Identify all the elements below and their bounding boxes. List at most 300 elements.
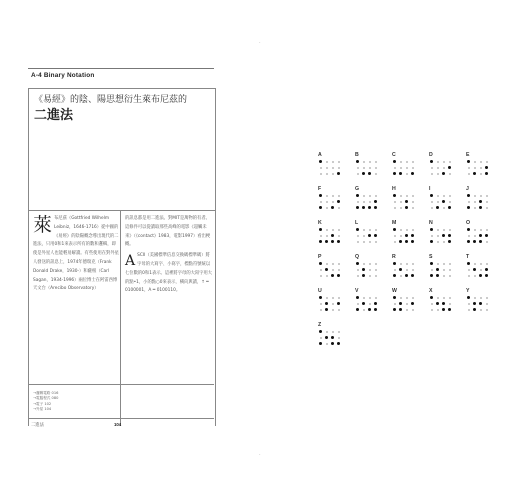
dot-empty xyxy=(443,195,445,197)
braille-cell-w xyxy=(390,288,424,322)
dot-empty xyxy=(357,241,359,243)
dot-empty xyxy=(443,229,445,231)
dot-empty xyxy=(332,229,334,231)
dot-empty xyxy=(474,229,476,231)
dot-filled xyxy=(448,240,451,243)
dot-filled xyxy=(479,234,482,237)
dot-filled xyxy=(436,268,439,271)
dot-empty xyxy=(394,201,396,203)
dropcap-left: 萊 xyxy=(33,214,53,236)
dot-filled xyxy=(430,296,433,299)
dot-empty xyxy=(375,173,377,175)
dot-empty xyxy=(406,263,408,265)
braille-cell-e xyxy=(464,152,498,186)
dot-empty xyxy=(394,167,396,169)
dot-empty xyxy=(357,167,359,169)
dot-filled xyxy=(319,342,322,345)
dot-filled xyxy=(337,240,340,243)
dot-filled xyxy=(399,172,402,175)
dot-filled xyxy=(325,336,328,339)
dot-empty xyxy=(480,167,482,169)
braille-cell-o xyxy=(464,220,498,254)
dot-empty xyxy=(480,229,482,231)
braille-letter: L xyxy=(355,220,359,226)
column-right-para-1: 的訊息都是用二進法。對MIT是萬物的有者。這條件可以從讀取那些高峰的電影《超觸未來》（《contact》1983，電影1997）看出梗概。 xyxy=(125,216,211,248)
dot-empty xyxy=(474,201,476,203)
dot-empty xyxy=(486,303,488,305)
dot-filled xyxy=(362,302,365,305)
dot-filled xyxy=(331,206,334,209)
column-left-text xyxy=(33,215,119,294)
dot-empty xyxy=(412,167,414,169)
dot-filled xyxy=(479,274,482,277)
title-subtitle: 《易經》的陰、陽思想衍生萊布尼茲的 xyxy=(34,95,188,105)
dot-filled xyxy=(319,296,322,299)
dot-empty xyxy=(375,161,377,163)
dot-empty xyxy=(332,195,334,197)
dot-filled xyxy=(368,308,371,311)
dot-empty xyxy=(369,263,371,265)
dot-empty xyxy=(474,275,476,277)
braille-cell-i xyxy=(427,186,461,220)
dot-filled xyxy=(393,228,396,231)
dot-filled xyxy=(325,240,328,243)
dot-empty xyxy=(332,263,334,265)
braille-letter: S xyxy=(429,254,433,260)
dot-filled xyxy=(448,308,451,311)
braille-letter: K xyxy=(318,220,322,226)
dot-empty xyxy=(468,235,470,237)
dot-empty xyxy=(338,229,340,231)
dot-filled xyxy=(436,274,439,277)
braille-letter: O xyxy=(466,220,471,226)
tick-mark: · xyxy=(259,452,261,458)
dot-filled xyxy=(442,172,445,175)
top-rule xyxy=(28,68,214,69)
dot-empty xyxy=(486,161,488,163)
dot-empty xyxy=(326,161,328,163)
dot-empty xyxy=(369,161,371,163)
dot-filled xyxy=(362,206,365,209)
dot-filled xyxy=(405,234,408,237)
dot-filled xyxy=(473,308,476,311)
dot-filled xyxy=(467,228,470,231)
dot-empty xyxy=(412,195,414,197)
dot-empty xyxy=(468,275,470,277)
dot-empty xyxy=(326,207,328,209)
book-page xyxy=(28,68,214,438)
braille-cell-p xyxy=(316,254,350,288)
dot-filled xyxy=(319,240,322,243)
dot-empty xyxy=(363,229,365,231)
braille-letter: Q xyxy=(355,254,360,260)
dot-filled xyxy=(467,296,470,299)
dot-empty xyxy=(468,173,470,175)
dot-filled xyxy=(393,160,396,163)
dot-empty xyxy=(338,331,340,333)
dot-filled xyxy=(393,274,396,277)
dot-empty xyxy=(443,207,445,209)
dot-empty xyxy=(437,241,439,243)
dot-empty xyxy=(363,241,365,243)
dot-filled xyxy=(442,234,445,237)
dot-empty xyxy=(369,241,371,243)
dot-empty xyxy=(412,201,414,203)
dot-empty xyxy=(443,263,445,265)
dot-empty xyxy=(437,229,439,231)
running-footer: 二進法 xyxy=(31,423,44,428)
dot-empty xyxy=(326,343,328,345)
dot-filled xyxy=(430,194,433,197)
braille-cell-q xyxy=(353,254,387,288)
dot-filled xyxy=(393,172,396,175)
dot-filled xyxy=(479,302,482,305)
dot-empty xyxy=(449,303,451,305)
dot-filled xyxy=(442,302,445,305)
dot-empty xyxy=(449,161,451,163)
dot-empty xyxy=(332,269,334,271)
dot-filled xyxy=(467,206,470,209)
dot-empty xyxy=(320,173,322,175)
braille-cell-a xyxy=(316,152,350,186)
dot-empty xyxy=(400,161,402,163)
braille-letter: C xyxy=(392,152,396,158)
braille-letter: U xyxy=(318,288,322,294)
dot-filled xyxy=(337,302,340,305)
dot-empty xyxy=(486,195,488,197)
braille-cell-g xyxy=(353,186,387,220)
dot-empty xyxy=(363,167,365,169)
braille-letter: E xyxy=(466,152,470,158)
dot-empty xyxy=(369,201,371,203)
dot-empty xyxy=(480,309,482,311)
braille-cell-l xyxy=(353,220,387,254)
dot-empty xyxy=(443,275,445,277)
braille-alphabet-chart xyxy=(316,152,496,346)
dot-filled xyxy=(337,172,340,175)
dot-empty xyxy=(468,269,470,271)
dot-empty xyxy=(357,269,359,271)
dot-empty xyxy=(437,263,439,265)
dot-empty xyxy=(449,201,451,203)
tick-mark: · xyxy=(259,40,261,46)
braille-letter: Z xyxy=(318,322,322,328)
dot-empty xyxy=(375,297,377,299)
dot-empty xyxy=(326,275,328,277)
braille-letter: B xyxy=(355,152,359,158)
dot-empty xyxy=(326,229,328,231)
dot-empty xyxy=(486,207,488,209)
dot-empty xyxy=(480,161,482,163)
dot-filled xyxy=(430,228,433,231)
dot-filled xyxy=(319,330,322,333)
dot-filled xyxy=(405,200,408,203)
dot-filled xyxy=(473,172,476,175)
dot-empty xyxy=(394,303,396,305)
dot-empty xyxy=(332,331,334,333)
dot-empty xyxy=(320,269,322,271)
dot-empty xyxy=(326,201,328,203)
dot-empty xyxy=(474,161,476,163)
dot-filled xyxy=(430,262,433,265)
dot-empty xyxy=(332,303,334,305)
dot-empty xyxy=(406,297,408,299)
dot-empty xyxy=(338,161,340,163)
dot-empty xyxy=(326,195,328,197)
dot-empty xyxy=(406,161,408,163)
dot-filled xyxy=(319,262,322,265)
dot-filled xyxy=(448,206,451,209)
dot-filled xyxy=(319,160,322,163)
dot-empty xyxy=(474,195,476,197)
dot-empty xyxy=(474,167,476,169)
dot-empty xyxy=(474,235,476,237)
bottom-rule xyxy=(28,418,214,419)
dot-empty xyxy=(412,263,414,265)
dot-empty xyxy=(357,201,359,203)
dot-filled xyxy=(337,274,340,277)
dot-empty xyxy=(369,195,371,197)
dot-empty xyxy=(338,263,340,265)
dot-empty xyxy=(332,309,334,311)
dot-empty xyxy=(474,297,476,299)
dot-filled xyxy=(399,240,402,243)
dot-empty xyxy=(468,201,470,203)
dot-empty xyxy=(363,309,365,311)
column-left-body: 布尼茲（Gottfried Wilhelm Leibniz，1646-1716）從中國的《易經》的陰陽概念導出現代的二進法，只用0和1來表示所有的數和邏輯，即使是外星人也能輕易解讀。有些使用在對外星人發送的訊息上，1974年德瑞克（Frank Donald Drake，1930-）和薩根（Carl Sagan，1934-1996）兩位博士在阿雷西博天文台（Arecibo Observatory） xyxy=(33,216,119,292)
dot-filled xyxy=(356,296,359,299)
dot-filled xyxy=(479,206,482,209)
dot-empty xyxy=(406,195,408,197)
dot-empty xyxy=(400,275,402,277)
dot-empty xyxy=(369,303,371,305)
dot-empty xyxy=(400,297,402,299)
dot-empty xyxy=(332,201,334,203)
dot-filled xyxy=(319,228,322,231)
dot-empty xyxy=(369,167,371,169)
dot-filled xyxy=(485,234,488,237)
dot-empty xyxy=(332,297,334,299)
footnote-list xyxy=(33,391,58,413)
dot-empty xyxy=(363,263,365,265)
dot-empty xyxy=(437,235,439,237)
braille-cell-x xyxy=(427,288,461,322)
dot-filled xyxy=(411,240,414,243)
dot-filled xyxy=(325,302,328,305)
dot-empty xyxy=(480,297,482,299)
dot-filled xyxy=(356,262,359,265)
footnote-item: →電腦程式 080 xyxy=(33,396,59,401)
dot-empty xyxy=(375,229,377,231)
dot-empty xyxy=(338,269,340,271)
dot-filled xyxy=(411,274,414,277)
braille-letter: M xyxy=(392,220,397,226)
dot-empty xyxy=(486,263,488,265)
dot-empty xyxy=(320,167,322,169)
dot-filled xyxy=(436,302,439,305)
dot-empty xyxy=(326,167,328,169)
braille-cell-y xyxy=(464,288,498,322)
braille-cell-t xyxy=(464,254,498,288)
dot-empty xyxy=(480,173,482,175)
braille-cell-n xyxy=(427,220,461,254)
braille-cell-d xyxy=(427,152,461,186)
dot-empty xyxy=(412,161,414,163)
dot-empty xyxy=(338,195,340,197)
dot-empty xyxy=(406,173,408,175)
braille-letter: J xyxy=(466,186,469,192)
dot-empty xyxy=(320,201,322,203)
dot-filled xyxy=(467,262,470,265)
dot-empty xyxy=(326,173,328,175)
braille-letter: W xyxy=(392,288,397,294)
dot-filled xyxy=(393,296,396,299)
dot-filled xyxy=(479,200,482,203)
dot-filled xyxy=(467,194,470,197)
braille-cell-j xyxy=(464,186,498,220)
dropcap-right: A xyxy=(125,253,136,270)
dot-filled xyxy=(374,206,377,209)
dot-filled xyxy=(393,262,396,265)
dot-filled xyxy=(368,206,371,209)
dot-empty xyxy=(486,201,488,203)
dot-empty xyxy=(369,275,371,277)
dot-filled xyxy=(485,172,488,175)
dot-empty xyxy=(375,269,377,271)
braille-letter: P xyxy=(318,254,322,260)
dot-empty xyxy=(332,173,334,175)
dot-empty xyxy=(338,309,340,311)
dot-empty xyxy=(406,167,408,169)
dot-empty xyxy=(320,309,322,311)
dot-empty xyxy=(431,309,433,311)
dot-empty xyxy=(338,337,340,339)
dot-empty xyxy=(412,309,414,311)
dot-filled xyxy=(405,240,408,243)
dot-empty xyxy=(320,337,322,339)
dot-filled xyxy=(319,194,322,197)
dot-filled xyxy=(393,308,396,311)
braille-letter: T xyxy=(466,254,470,260)
dot-filled xyxy=(362,172,365,175)
footnote-item: →電子 102 xyxy=(33,401,52,406)
dot-filled xyxy=(337,342,340,345)
dot-empty xyxy=(406,269,408,271)
text-column-right xyxy=(120,210,216,426)
braille-cell-c xyxy=(390,152,424,186)
dot-filled xyxy=(374,200,377,203)
dot-empty xyxy=(486,241,488,243)
dot-filled xyxy=(405,274,408,277)
dot-empty xyxy=(406,309,408,311)
dot-empty xyxy=(326,331,328,333)
braille-cell-k xyxy=(316,220,350,254)
dot-filled xyxy=(374,302,377,305)
dot-empty xyxy=(449,275,451,277)
footnote-rule xyxy=(28,384,214,385)
dot-empty xyxy=(338,167,340,169)
dot-filled xyxy=(399,302,402,305)
dot-empty xyxy=(363,161,365,163)
dot-empty xyxy=(406,303,408,305)
dot-empty xyxy=(443,241,445,243)
dot-empty xyxy=(431,201,433,203)
dot-filled xyxy=(411,172,414,175)
dot-empty xyxy=(412,207,414,209)
dot-filled xyxy=(442,308,445,311)
dot-empty xyxy=(443,269,445,271)
dot-empty xyxy=(431,207,433,209)
braille-cell-r xyxy=(390,254,424,288)
dot-filled xyxy=(467,240,470,243)
dot-filled xyxy=(337,200,340,203)
dot-filled xyxy=(448,166,451,169)
dot-empty xyxy=(431,269,433,271)
dot-empty xyxy=(449,229,451,231)
dot-empty xyxy=(449,263,451,265)
dot-empty xyxy=(332,167,334,169)
braille-letter: F xyxy=(318,186,322,192)
braille-letter: A xyxy=(318,152,322,158)
dot-empty xyxy=(326,235,328,237)
braille-cell-h xyxy=(390,186,424,220)
dot-empty xyxy=(400,207,402,209)
dot-filled xyxy=(374,234,377,237)
dot-empty xyxy=(326,297,328,299)
dot-filled xyxy=(362,268,365,271)
dot-empty xyxy=(468,309,470,311)
dot-filled xyxy=(448,234,451,237)
dot-empty xyxy=(400,195,402,197)
braille-cell-f xyxy=(316,186,350,220)
dot-empty xyxy=(468,303,470,305)
dot-filled xyxy=(430,240,433,243)
dot-empty xyxy=(449,297,451,299)
dot-filled xyxy=(399,308,402,311)
dot-filled xyxy=(325,268,328,271)
braille-cell-v xyxy=(353,288,387,322)
braille-letter: N xyxy=(429,220,433,226)
dot-empty xyxy=(338,235,340,237)
dot-empty xyxy=(412,297,414,299)
dot-empty xyxy=(443,167,445,169)
dot-filled xyxy=(411,234,414,237)
dot-filled xyxy=(331,240,334,243)
braille-letter: R xyxy=(392,254,396,260)
dot-empty xyxy=(375,241,377,243)
dot-empty xyxy=(480,263,482,265)
column-right-text xyxy=(125,215,213,296)
dot-empty xyxy=(431,235,433,237)
dot-empty xyxy=(437,161,439,163)
dot-filled xyxy=(473,302,476,305)
section-heading: A-4 Binary Notation xyxy=(31,72,95,79)
dot-empty xyxy=(357,173,359,175)
braille-letter: I xyxy=(429,186,431,192)
dot-empty xyxy=(412,229,414,231)
dot-empty xyxy=(375,167,377,169)
dot-filled xyxy=(356,194,359,197)
dot-empty xyxy=(369,229,371,231)
dot-empty xyxy=(486,297,488,299)
dot-empty xyxy=(394,269,396,271)
dot-empty xyxy=(437,309,439,311)
dot-empty xyxy=(400,229,402,231)
dot-empty xyxy=(332,161,334,163)
dot-empty xyxy=(363,297,365,299)
dot-filled xyxy=(479,240,482,243)
dot-filled xyxy=(356,160,359,163)
